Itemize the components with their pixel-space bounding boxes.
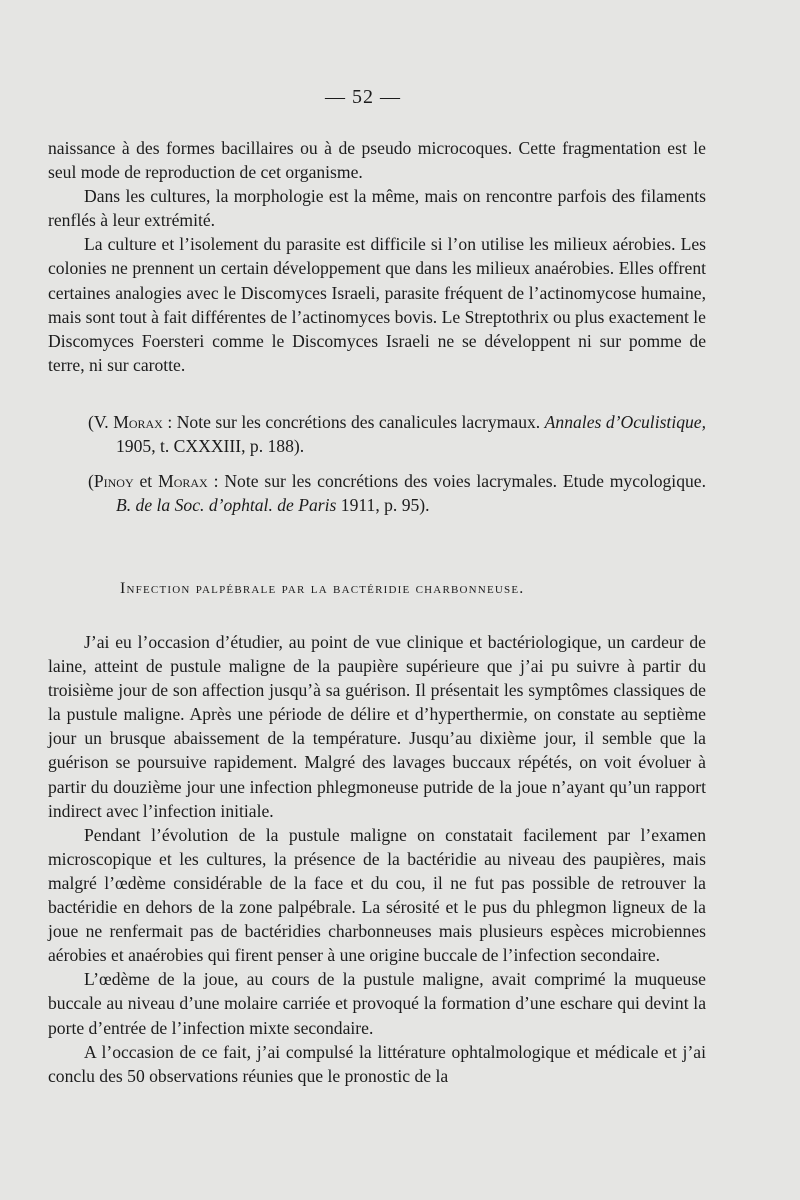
paragraph: J’ai eu l’occasion d’étudier, au point de vue clinique et bactériologique, un cardeur de laine, atteint de pustule maligne de la paupière supérieure que j’ai pu suivre à partir du troisième jour de son affection jusqu’à sa guérison. Il présentait les symptômes classiques de la pustule maligne. Après une période de délire et d’hyperthermie, on constate au septième jour un brusque abaissement de la température. Jusqu’au dixième jour, il semble que la guérison se poursuive rapidement. Malgré des lavages buccaux répétés, on voit évoluer à partir du douzième jour une infection phlegmoneuse putride de la joue n’ayant qu’un rapport indirect avec l’infection initiale. (48, 632, 706, 821)
section-body-top (48, 136, 706, 377)
page-number: — 52 — (325, 86, 401, 108)
reference-journal: Annales d’Oculistique, (544, 412, 707, 432)
paragraph: L’œdème de la joue, au cours de la pustule maligne, avait comprimé la muqueuse buccale au niveau d’une molaire carriée et provoqué la formation d’une eschare qui devint la porte d’entrée de l’infection mixte secondaire. (48, 969, 706, 1038)
paragraph: Pendant l’évolution de la pustule maligne on constatait facilement par l’examen microscopique et les cultures, la présence de la bactéridie au niveau des paupières, mais malgré l’œdème considérable de la face et du cou, il ne fut pas possible de retrouver la bactéridie en dehors de la zone palpébrale. La sérosité et le pus du phlegmon ligneux de la joue ne renfermait pas de bactéridies charbonneuses mais plusieurs espèces microbiennes aérobies et anaérobies qui firent penser à une origine buccale de l’infection secondaire. (48, 824, 706, 966)
paragraph: Dans les cultures, la morphologie est la même, mais on rencontre parfois des filaments renflés à leur extrémité. (48, 186, 706, 231)
reference-details: 1911, p. 95). (336, 495, 430, 515)
reference-author: Morax (158, 471, 208, 491)
reference-title: : Note sur les concrétions des voies lacrymales. Etude mycologique. (207, 471, 707, 491)
reference-open: ( (88, 471, 94, 491)
reference-item (88, 410, 706, 458)
reference-open: (V. (88, 412, 114, 432)
paragraph: naissance à des formes bacillaires ou à de pseudo microcoques. Cette fragmentation est le seul mode de reproduction de cet organisme. (48, 138, 706, 183)
reference-title: : Note sur les concrétions des canalicules lacrymaux. (162, 412, 545, 432)
reference-list (88, 410, 706, 528)
reference-journal: B. de la Soc. d’ophtal. de Paris (116, 495, 337, 515)
paragraph: La culture et l’isolement du parasite est difficile si l’on utilise les milieux aérobies. Les colonies ne prennent un certain développement que dans les milieux anaérobies. Elles offrent certaines analogies avec le Discomyces Israeli, parasite fréquent de l’actinomycose humaine, mais sont tout à fait différentes de l’actinomyces bovis. Le Streptothrix ou plus exactement le Discomyces Foersteri comme le Discomyces Israeli ne se développent ni sur pomme de terre, ni sur carotte. (48, 234, 706, 375)
section-heading: Infection palpébrale par la bactéridie charbonneuse. (120, 580, 525, 597)
reference-author: Pinoy (93, 471, 134, 491)
reference-conjunction: et (133, 471, 159, 491)
reference-details: 1905, t. CXXXIII, p. 188). (116, 436, 305, 456)
reference-item (88, 469, 706, 517)
paragraph: A l’occasion de ce fait, j’ai compulsé la littérature ophtalmologique et médicale et j’ai conclu des 50 observations réunies que le pronostic de la (48, 1041, 706, 1086)
section-body-bottom (48, 630, 706, 1088)
reference-author: Morax (113, 412, 163, 432)
